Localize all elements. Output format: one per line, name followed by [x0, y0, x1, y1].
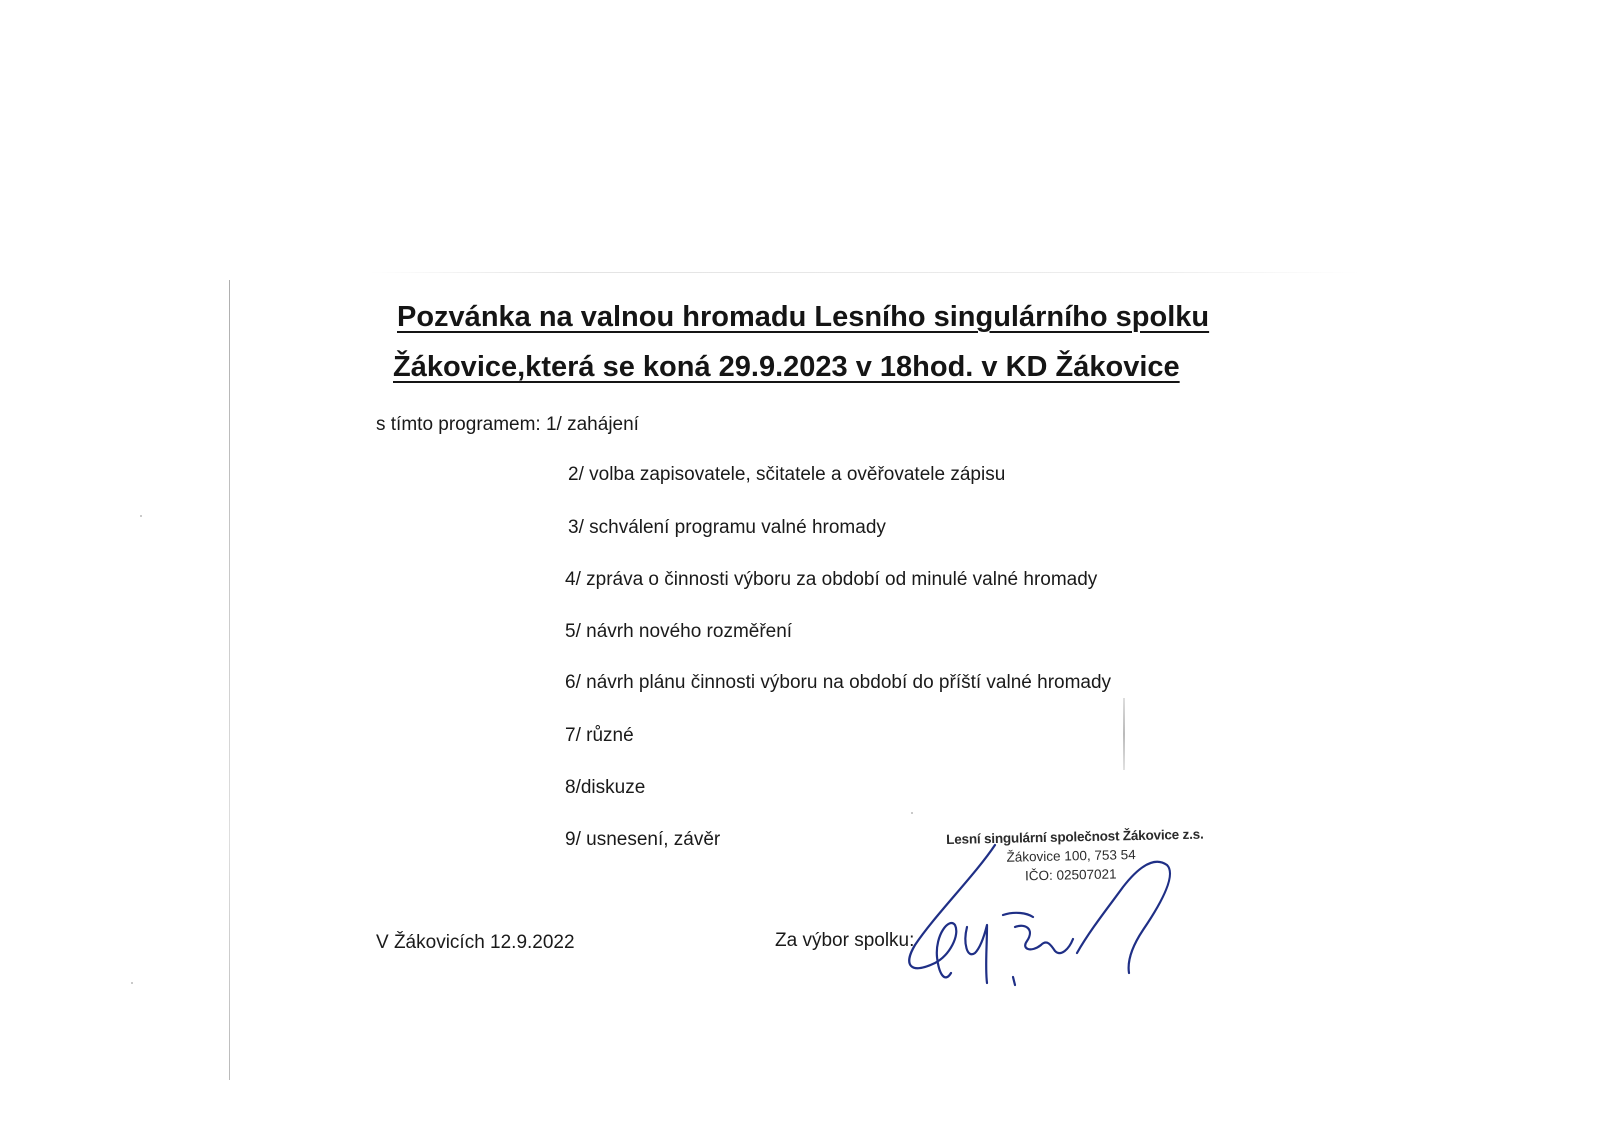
invitation-title: [393, 292, 1237, 392]
stamp-name: Lesní singulární společnost Žákovice z.s.: [946, 826, 1204, 847]
agenda-item: 8/diskuze: [565, 777, 646, 798]
title-line-2: Žákovice,která se koná 29.9.2023 v 18hod. v KD Žákovice: [393, 351, 1180, 383]
agenda-item: 2/ volba zapisovatele, sčitatele a ověřovatele zápisu: [568, 464, 1006, 485]
agenda-intro: s tímto programem: 1/ zahájení: [376, 414, 639, 435]
agenda-item: 7/ různé: [565, 725, 634, 746]
committee-label: Za výbor spolku:: [775, 930, 915, 951]
agenda-item: 9/ usnesení, závěr: [565, 829, 721, 850]
stamp-ico: IČO: 02507021: [1024, 866, 1117, 884]
scan-edge-top: [370, 272, 1360, 273]
stamp-address: Žákovice 100, 753 54: [1006, 847, 1136, 865]
agenda-item: 5/ návrh nového rozměření: [565, 621, 793, 642]
scan-mark: [1123, 698, 1125, 770]
place-date: V Žákovicích 12.9.2022: [376, 932, 575, 953]
scan-speck: [911, 812, 913, 814]
scan-speck: [140, 515, 142, 517]
scan-edge-left: [229, 280, 230, 1080]
agenda-item: 3/ schválení programu valné hromady: [568, 517, 886, 538]
scan-speck: [131, 982, 133, 984]
agenda-item: 6/ návrh plánu činnosti výboru na období do příští valné hromady: [565, 672, 1112, 693]
handwritten-signature: [905, 835, 1205, 1015]
title-line-1: Pozvánka na valnou hromadu Lesního singulárního spolku: [397, 301, 1210, 333]
agenda-item: 4/ zpráva o činnosti výboru za období od minulé valné hromady: [565, 569, 1098, 590]
